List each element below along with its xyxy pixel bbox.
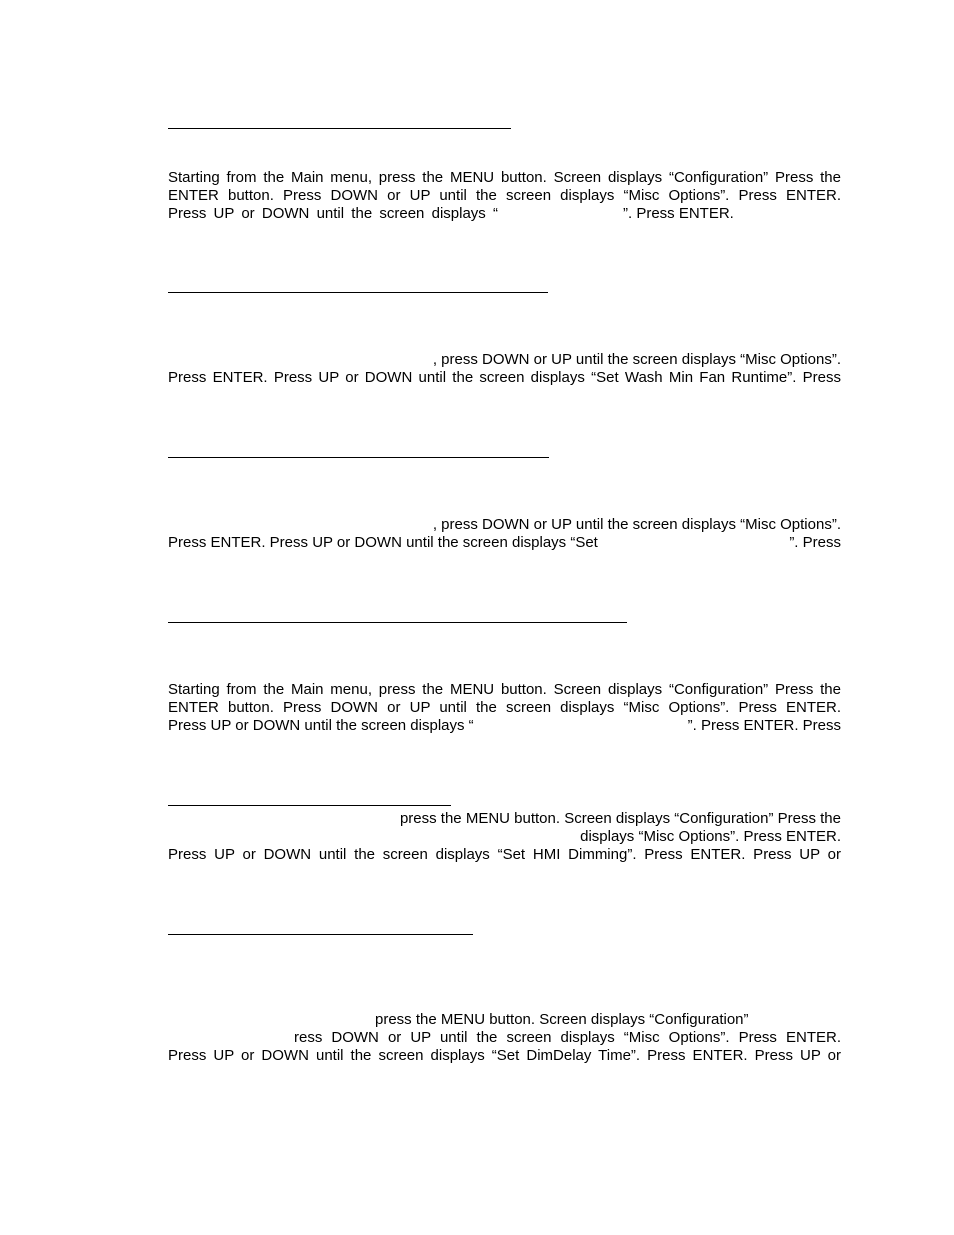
paragraph-line: Press UP or DOWN until the screen displays “Set DimDelay Time”. Press ENTER. Press UP or bbox=[168, 1047, 841, 1064]
paragraph-4 bbox=[168, 681, 841, 735]
paragraph-6 bbox=[168, 1011, 841, 1065]
paragraph-text: displays “Misc Options”. Press ENTER. bbox=[580, 828, 841, 845]
paragraph-line: Starting from the Main menu, press the MENU button. Screen displays “Configuration” Press the bbox=[168, 681, 841, 698]
paragraph-text-left: Press UP or DOWN until the screen displays “ bbox=[168, 717, 474, 734]
heading-rule-4 bbox=[168, 622, 627, 623]
heading-rule-1 bbox=[168, 128, 511, 129]
paragraph-line bbox=[168, 810, 841, 828]
heading-rule-2 bbox=[168, 292, 548, 293]
paragraph-text-left: Press ENTER. Press UP or DOWN until the screen displays “Set bbox=[168, 534, 598, 551]
paragraph-text: ress DOWN or UP until the screen displays “Misc Options”. Press ENTER. bbox=[294, 1029, 841, 1046]
paragraph-line: Starting from the Main menu, press the MENU button. Screen displays “Configuration” Press the bbox=[168, 169, 841, 186]
paragraph-line bbox=[168, 717, 841, 735]
paragraph-text-right: ”. Press bbox=[789, 534, 841, 551]
paragraph-5 bbox=[168, 810, 841, 864]
heading-rule-3 bbox=[168, 457, 549, 458]
paragraph-line bbox=[168, 1011, 841, 1029]
paragraph-line: ENTER button. Press DOWN or UP until the screen displays “Misc Options”. Press ENTER. bbox=[168, 699, 841, 716]
paragraph-text-right: ”. Press ENTER. bbox=[623, 205, 734, 222]
paragraph-3 bbox=[168, 516, 841, 552]
paragraph-2 bbox=[168, 351, 841, 387]
paragraph-line bbox=[168, 1029, 841, 1047]
paragraph-text-left: Press UP or DOWN until the screen displays “ bbox=[168, 205, 498, 222]
paragraph-text: , press DOWN or UP until the screen displays “Misc Options”. bbox=[432, 351, 841, 368]
paragraph-text: press the MENU button. Screen displays “Configuration” bbox=[375, 1011, 749, 1028]
paragraph-text: , press DOWN or UP until the screen displays “Misc Options”. bbox=[432, 516, 841, 533]
heading-rule-5 bbox=[168, 805, 451, 806]
paragraph-line: Press UP or DOWN until the screen displays “Set HMI Dimming”. Press ENTER. Press UP or bbox=[168, 846, 841, 863]
paragraph-line bbox=[168, 516, 841, 534]
paragraph-line: ENTER button. Press DOWN or UP until the screen displays “Misc Options”. Press ENTER. bbox=[168, 187, 841, 204]
heading-rule-6 bbox=[168, 934, 473, 935]
paragraph-line bbox=[168, 351, 841, 369]
paragraph-1 bbox=[168, 169, 841, 223]
paragraph-line bbox=[168, 828, 841, 846]
paragraph-text-right: ”. Press ENTER. Press bbox=[687, 717, 841, 734]
paragraph-line bbox=[168, 205, 841, 223]
paragraph-line bbox=[168, 534, 841, 552]
paragraph-text: press the MENU button. Screen displays “Configuration” Press the bbox=[399, 810, 841, 827]
paragraph-line: Press ENTER. Press UP or DOWN until the screen displays “Set Wash Min Fan Runtime”. Press bbox=[168, 369, 841, 386]
